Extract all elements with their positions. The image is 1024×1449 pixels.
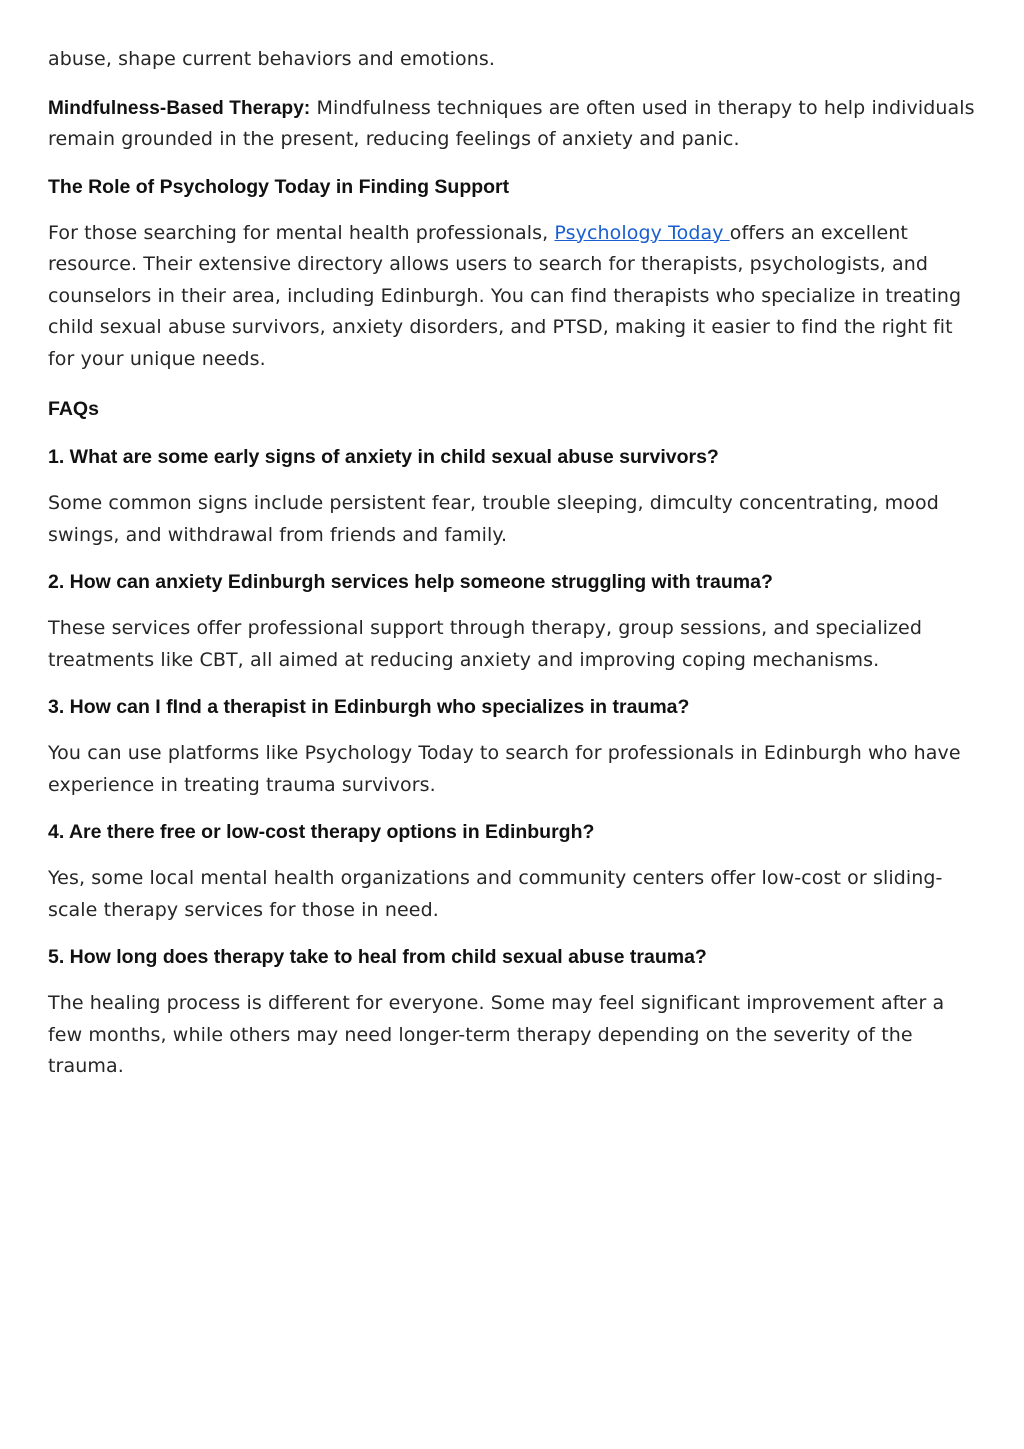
faqs-heading: FAQs xyxy=(48,398,99,420)
role-text-before-link: For those searching for mental health professionals, xyxy=(48,221,555,244)
faq-answer: The healing process is different for everyone. Some may feel significant improvement after a few months, while others may need longer-term therapy depending on the severity of the trauma. xyxy=(48,992,945,1077)
faq-answer: Some common signs include persistent fear, trouble sleeping, dimculty concentrating, mood swings, and withdrawal from friends and family. xyxy=(48,492,939,546)
faq-question: 5. How long does therapy take to heal from child sexual abuse trauma? xyxy=(48,946,707,968)
mindfulness-paragraph xyxy=(48,93,978,156)
faq-question: 1. What are some early signs of anxiety in child sexual abuse survivors? xyxy=(48,446,719,468)
faq-question: 3. How can I fInd a therapist in Edinburgh who specializes in trauma? xyxy=(48,696,690,718)
role-paragraph xyxy=(48,218,978,376)
role-heading: The Role of Psychology Today in Finding Support xyxy=(48,175,510,198)
intro-fragment: abuse, shape current behaviors and emotions. xyxy=(48,48,496,70)
psychology-today-link[interactable]: Psychology Today xyxy=(554,221,730,244)
role-text-after-link: offers an excellent resource. Their extensive directory allows users to search for therapists, psychologists, and counselors in their area, including Edinburgh. You can find therapists who specialize in treating child sexual abuse survivors, anxiety disorders, and PTSD, making it easier to find the right fit for your unique needs. xyxy=(48,221,962,370)
mindfulness-text: Mindfulness techniques are often used in therapy to help individuals remain grounded in the present, reducing feelings of anxiety and panic. xyxy=(48,96,975,150)
mindfulness-label: Mindfulness-Based Therapy: xyxy=(48,97,311,119)
faq-answer: Yes, some local mental health organizations and community centers offer low-cost or sliding-scale therapy services for those in need. xyxy=(48,867,943,921)
faq-question: 4. Are there free or low-cost therapy options in Edinburgh? xyxy=(48,821,595,843)
faq-answer: These services offer professional support through therapy, group sessions, and specialized treatments like CBT, all aimed at reducing anxiety and improving coping mechanisms. xyxy=(48,617,922,671)
faq-question: 2. How can anxiety Edinburgh services help someone struggling with trauma? xyxy=(48,571,773,593)
faq-answer: You can use platforms like Psychology Today to search for professionals in Edinburgh who have experience in treating trauma survivors. xyxy=(48,742,961,796)
document-page xyxy=(48,44,978,1083)
